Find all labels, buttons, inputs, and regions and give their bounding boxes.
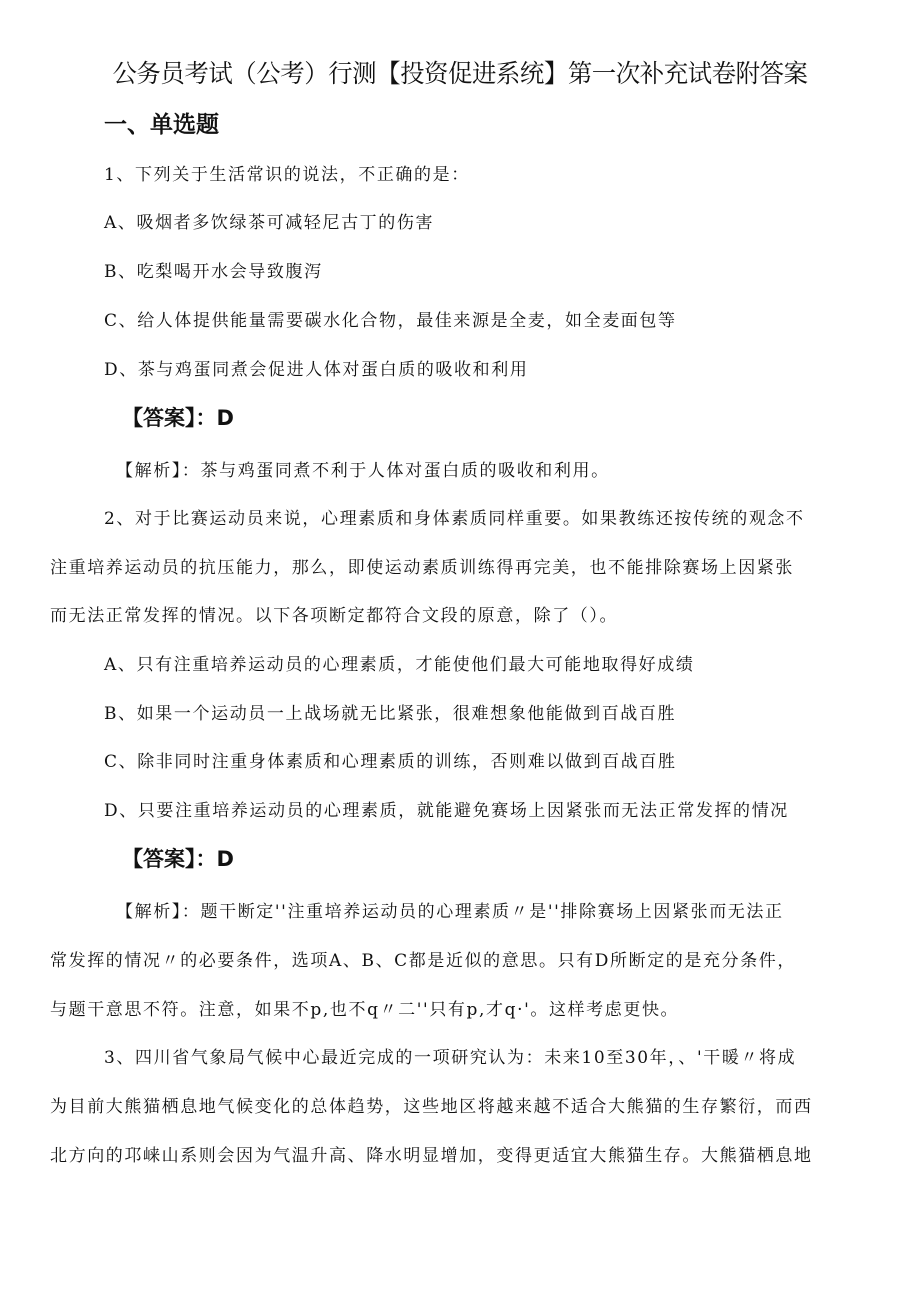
question-2-stem-line-1: 2、对于比赛运动员来说，心理素质和身体素质同样重要。如果教练还按传统的观念不 <box>104 509 805 529</box>
question-3-stem-line-3: 北方向的邛崃山系则会因为气温升高、降水明显增加，变得更适宜大熊猫生存。大熊猫栖息地 <box>50 1146 813 1166</box>
question-1-option-c: C、给人体提供能量需要碳水化合物，最佳来源是全麦，如全麦面包等 <box>104 311 677 331</box>
question-3-stem-line-2: 为目前大熊猫栖息地气候变化的总体趋势，这些地区将越来越不适合大熊猫的生存繁衍，而西 <box>50 1097 813 1117</box>
question-1-stem: 1、下列关于生活常识的说法，不正确的是： <box>104 165 470 185</box>
question-2-option-d: D、只要注重培养运动员的心理素质，就能避免赛场上因紧张而无法正常发挥的情况 <box>104 801 789 821</box>
question-1-explanation <box>116 456 610 481</box>
explanation-text: ：茶与鸡蛋同煮不利于人体对蛋白质的吸收和利用。 <box>181 461 610 481</box>
question-1-option-b: B、吃梨喝开水会导致腹泻 <box>104 262 323 282</box>
question-2-option-a: A、只有注重培养运动员的心理素质，才能使他们最大可能地取得好成绩 <box>104 655 695 675</box>
question-3-stem-line-1: 3、四川省气象局气候中心最近完成的一项研究认为：未来10至30年，、'干暖〃将成 <box>104 1048 797 1068</box>
question-2-explanation-line-2: 常发挥的情况〃的必要条件，选项A、B、C都是近似的意思。只有D所断定的是充分条件， <box>50 951 797 971</box>
section-heading: 一、单选题 <box>104 112 219 138</box>
document-title: 公务员考试（公考）行测【投资促进系统】第一次补充试卷附答案 <box>112 59 808 88</box>
question-2-option-c: C、除非同时注重身体素质和心理素质的训练，否则难以做到百战百胜 <box>104 752 677 772</box>
question-2-explanation-line-1 <box>116 897 784 922</box>
question-1-answer: 【答案】：D <box>122 406 234 430</box>
question-1-option-a: A、吸烟者多饮绿茶可减轻尼古丁的伤害 <box>104 213 435 233</box>
explanation-label: 【解析】 <box>116 902 182 922</box>
question-1-option-d: D、茶与鸡蛋同煮会促进人体对蛋白质的吸收和利用 <box>104 360 529 380</box>
question-2-answer: 【答案】：D <box>122 847 234 871</box>
question-2-option-b: B、如果一个运动员一上战场就无比紧张，很难想象他能做到百战百胜 <box>104 704 677 724</box>
question-2-stem-line-2: 注重培养运动员的抗压能力，那么，即使运动素质训练得再完美，也不能排除赛场上因紧张 <box>50 558 794 578</box>
question-2-explanation-line-3: 与题干意思不符。注意，如果不p,也不q〃二''只有p,才q·'。这样考虑更快。 <box>50 1000 680 1020</box>
explanation-label: 【解析】 <box>116 461 182 481</box>
explanation-text: ：题干断定''注重培养运动员的心理素质〃是''排除赛场上因紧张而无法正 <box>181 902 784 922</box>
question-2-stem-line-3: 而无法正常发挥的情况。以下各项断定都符合文段的原意，除了（）。 <box>50 606 619 626</box>
